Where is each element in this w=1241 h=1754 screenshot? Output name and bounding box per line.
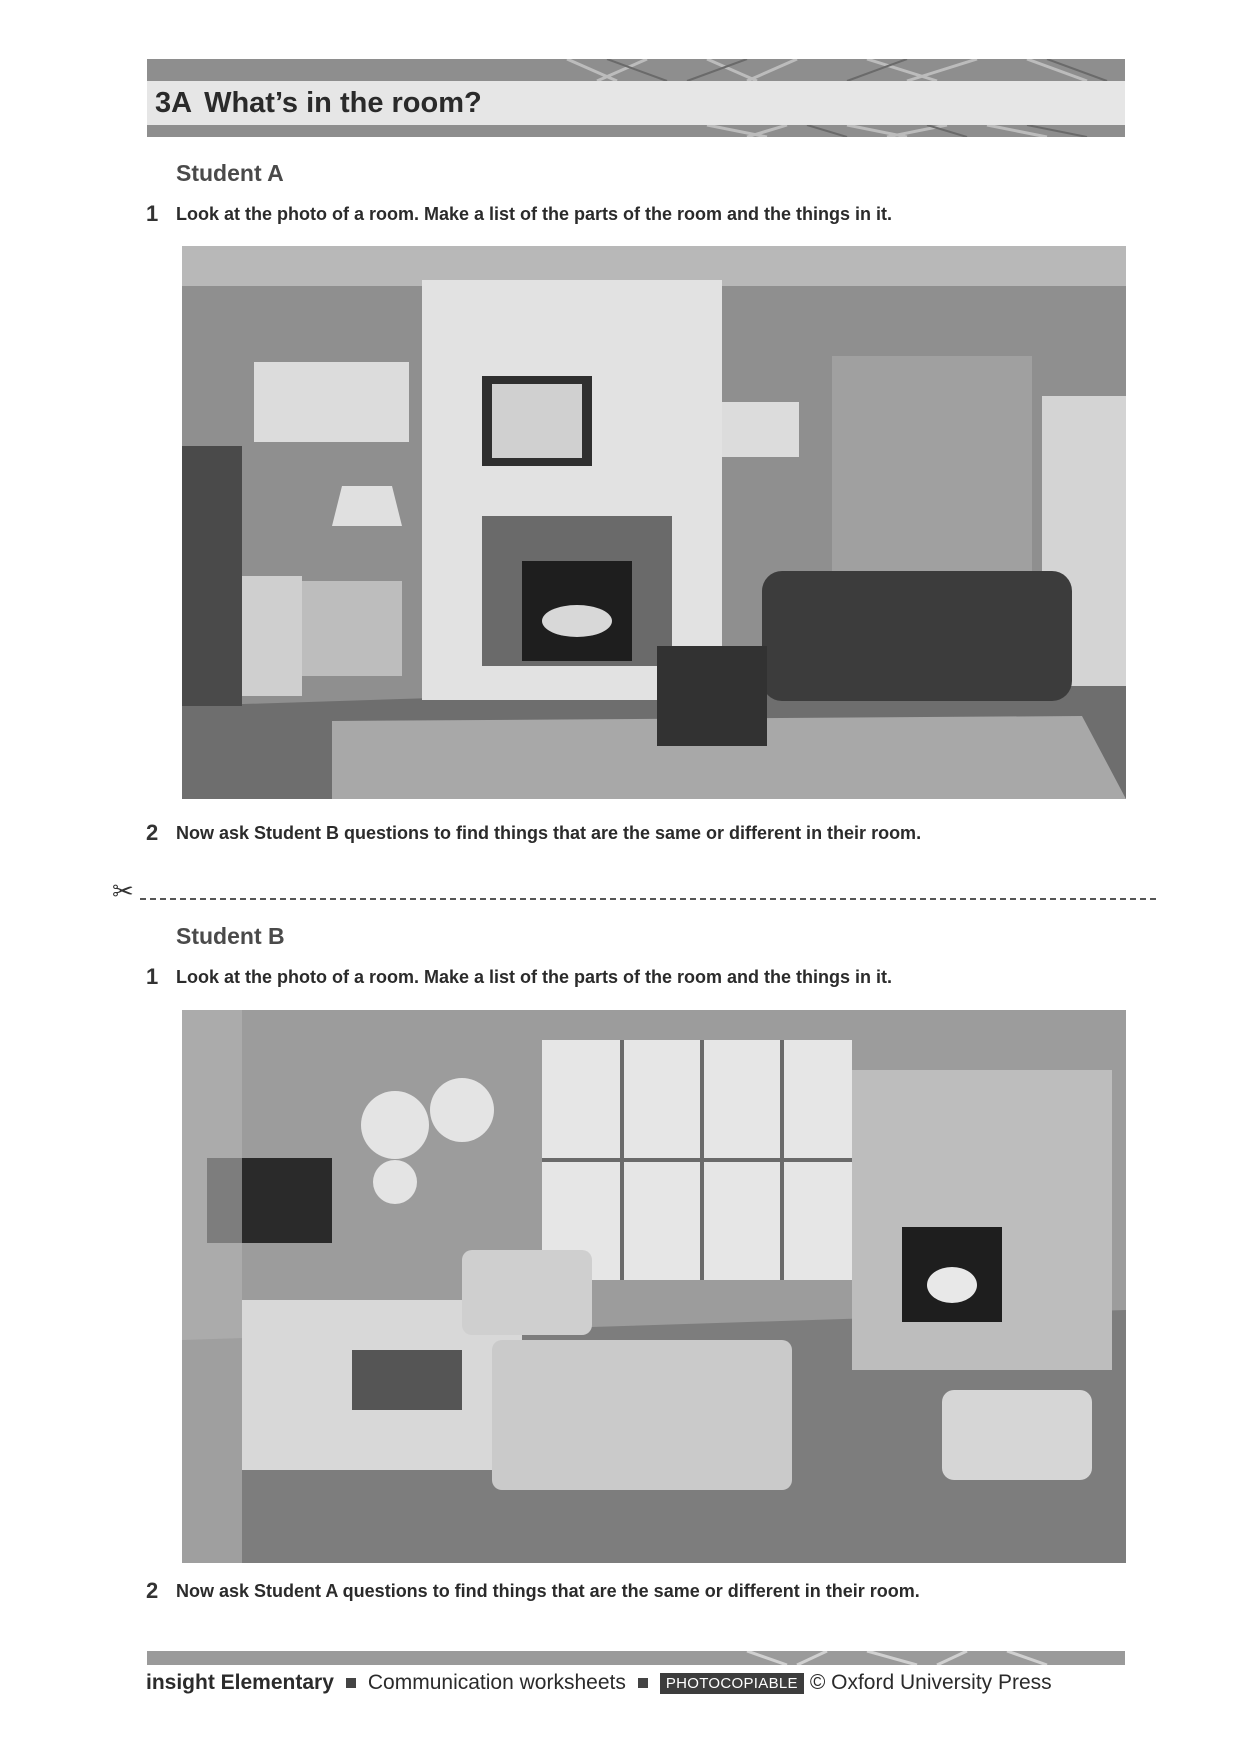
photocopiable-badge: PHOTOCOPIABLE: [660, 1673, 804, 1694]
student-a-heading: Student A: [176, 160, 284, 186]
cut-line: [140, 898, 1156, 900]
footer-section: Communication worksheets: [367, 1671, 626, 1694]
student-b-heading: Student B: [176, 923, 285, 949]
living-room-photo-a: [182, 246, 1126, 799]
separator-square-icon: [346, 1678, 356, 1688]
question-text: Now ask Student B questions to find things that are the same or different in their room.: [176, 823, 922, 843]
room-illustration: [182, 1010, 1126, 1563]
scissors-icon: ✂: [112, 876, 134, 906]
question-number: 1: [146, 964, 159, 989]
footer-publisher: © Oxford University Press: [809, 1671, 1052, 1694]
footer-banner: [147, 1651, 1125, 1665]
unit-number: 3A: [155, 87, 193, 119]
question-number: 2: [146, 1578, 159, 1603]
footer-brand: insight Elementary: [146, 1671, 334, 1694]
title-text: What’s in the room?: [204, 87, 482, 119]
page-title: [155, 81, 482, 125]
footer-decoration: [147, 1651, 1125, 1665]
separator-square-icon: [638, 1678, 648, 1688]
question-number: 2: [146, 820, 159, 845]
question-text: Look at the photo of a room. Make a list of the parts of the room and the things in it.: [176, 967, 893, 987]
title-banner: [147, 59, 1125, 137]
page-footer: [146, 1671, 1052, 1695]
living-room-photo-b: [182, 1010, 1126, 1563]
question-number: 1: [146, 201, 159, 226]
room-illustration: [182, 246, 1126, 799]
question-text: Now ask Student A questions to find things that are the same or different in their room.: [176, 1581, 920, 1601]
question-text: Look at the photo of a room. Make a list of the parts of the room and the things in it.: [176, 204, 893, 224]
